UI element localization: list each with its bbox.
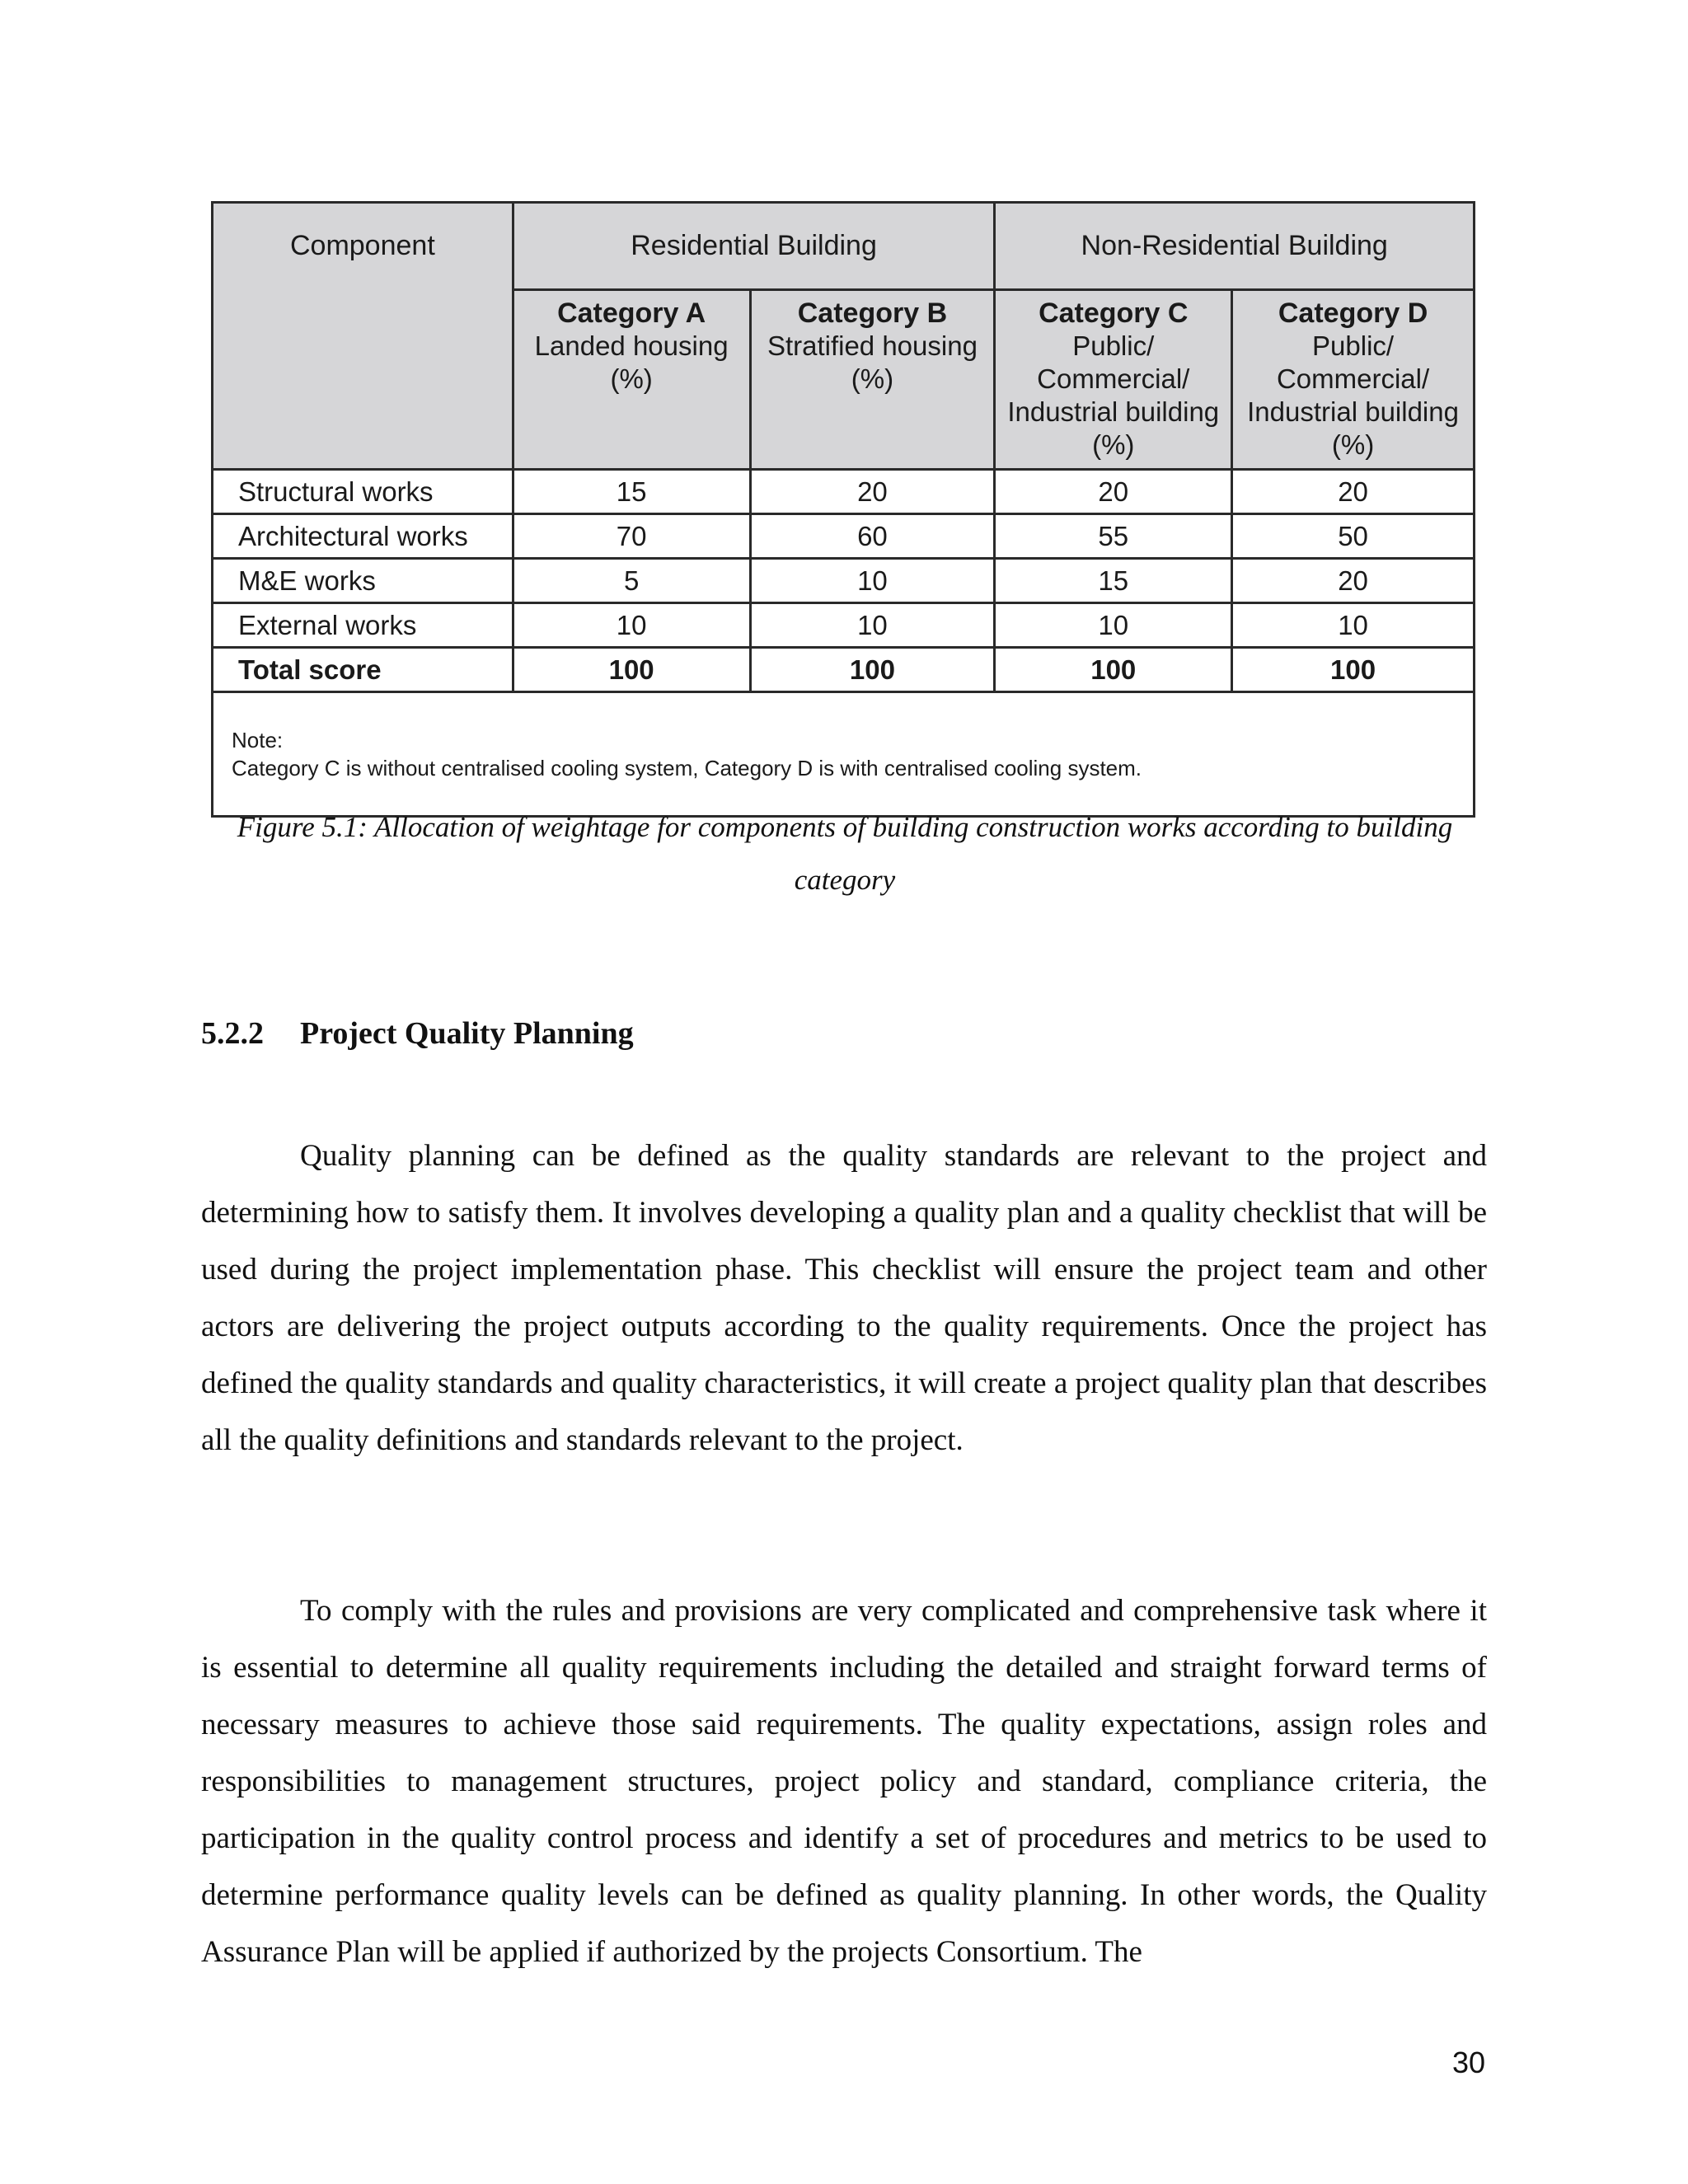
cell-value: 20: [750, 470, 995, 514]
section-title: Project Quality Planning: [300, 1016, 634, 1051]
cell-value: 100: [750, 648, 995, 692]
cell-value: 20: [1232, 470, 1475, 514]
figure-caption: Figure 5.1: Allocation of weightage for components of building construction works according to building category: [237, 811, 1453, 896]
category-a-header: Category A Landed housing (%): [513, 290, 750, 470]
table-row-structural: [213, 470, 1475, 514]
cell-value: 50: [1232, 514, 1475, 559]
cell-value: 10: [750, 559, 995, 603]
section-heading: [201, 1015, 634, 1052]
table-row-note: [213, 692, 1475, 817]
cell-value: 15: [513, 470, 750, 514]
section-number: 5.2.2: [201, 1016, 264, 1051]
category-b-header: Category B Stratified housing (%): [750, 290, 995, 470]
weightage-figure: [211, 201, 1475, 788]
note-title: Note:: [232, 728, 284, 752]
cell-value: 10: [750, 603, 995, 648]
row-label: Structural works: [213, 470, 513, 514]
table-row-total: [213, 648, 1475, 692]
paragraph-2: To comply with the rules and provisions are very complicated and comprehensive task where it is essential to determine all quality requirements including the detailed and straight forward terms of necessary measures to achieve those said requirements. The quality expectations, assign roles and responsibilities to management structures, project policy and standard, compliance criteria, the participation in the quality control process and identify a set of procedures and metrics to be used to determine performance quality levels can be defined as quality planning. In other words, the Quality Assurance Plan will be applied if authorized by the projects Consortium. The: [201, 1594, 1487, 1969]
table-row-me: [213, 559, 1475, 603]
cell-value: 10: [1232, 603, 1475, 648]
category-d-header: Category D Public/ Commercial/ Industrial building (%): [1232, 290, 1475, 470]
table-row-external: [213, 603, 1475, 648]
cell-value: 15: [995, 559, 1232, 603]
row-label: Architectural works: [213, 514, 513, 559]
table-row-architectural: [213, 514, 1475, 559]
cell-value: 20: [995, 470, 1232, 514]
table-note: [213, 692, 1475, 817]
weightage-table: [211, 201, 1475, 818]
note-text: Category C is without centralised cooling system, Category D is with centralised cooling system.: [232, 756, 1142, 780]
cell-value: 5: [513, 559, 750, 603]
cell-value: 10: [513, 603, 750, 648]
page-number: 30: [1451, 2046, 1485, 2079]
cell-value: 100: [513, 648, 750, 692]
cell-value: 100: [995, 648, 1232, 692]
row-label: External works: [213, 603, 513, 648]
cell-value: 100: [1232, 648, 1475, 692]
residential-header: Residential Building: [513, 203, 995, 290]
cell-value: 10: [995, 603, 1232, 648]
row-label: M&E works: [213, 559, 513, 603]
component-header: Component: [213, 203, 513, 470]
category-c-header: Category C Public/ Commercial/ Industrial building (%): [995, 290, 1232, 470]
paragraph-1: Quality planning can be defined as the quality standards are relevant to the project and determining how to satisfy them. It involves developing a quality plan and a quality checklist that will be used during the project implementation phase. This checklist will ensure the project team and other actors are delivering the project outputs according to the quality requirements. Once the project has defined the quality standards and quality characteristics, it will create a project quality plan that describes all the quality definitions and standards relevant to the project.: [201, 1139, 1487, 1457]
cell-value: 70: [513, 514, 750, 559]
non-residential-header: Non-Residential Building: [995, 203, 1475, 290]
row-label: Total score: [213, 648, 513, 692]
cell-value: 20: [1232, 559, 1475, 603]
cell-value: 60: [750, 514, 995, 559]
cell-value: 55: [995, 514, 1232, 559]
